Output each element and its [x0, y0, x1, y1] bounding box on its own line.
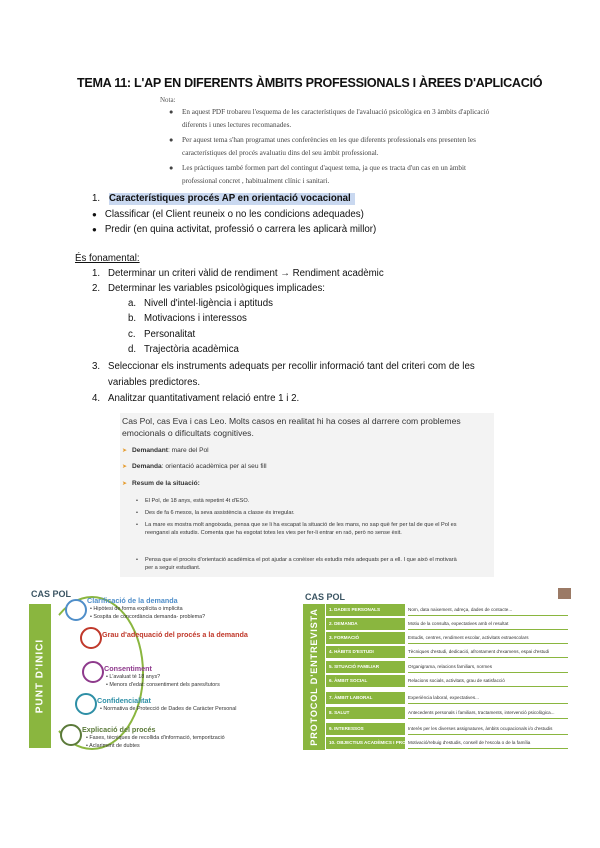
fonamental-label: És fonamental: [75, 253, 140, 264]
page-title: TEMA 11: L'AP EN DIFERENTS ÀMBITS PROFESSIONALS I ÀREES D'APLICACIÓ [77, 76, 543, 90]
block-heading: Explicació del procés [82, 725, 156, 734]
case-resum-item: • Pensa que el procés d'orientació acadèmica el pot ajudar a conèixer els estudis més adequats per a ell. I que això el motivarà per a seguir estudiant. [136, 557, 457, 571]
step-text: Seleccionar els instruments adequats per recollir informació tant del criteri com de les [108, 361, 475, 372]
block-item: • L'avaluat té 18 anys? [106, 674, 161, 680]
substep-letter: a. [128, 298, 137, 309]
case-demanda: ➤ Demanda: orientació acadèmica per al seu fill [122, 463, 267, 470]
case-intro: Cas Pol, cas Eva i cas Leo. Molts casos en realitat hi ha coses al darrere com problemes emocionals o dificultats cognitives. [122, 416, 461, 438]
substep-text: Nivell d'intel·ligència i aptituds [144, 298, 273, 309]
block-item: • Normativa de Protecció de Dades de Caràcter Personal [100, 706, 237, 712]
section-number: 1. [92, 193, 101, 204]
person-photo [558, 588, 571, 599]
block-heading: Grau d'adequació del procés a la demanda [102, 630, 248, 639]
case-resum-label: ➤ Resum de la situació: [122, 480, 200, 487]
block-heading: Consentiment [104, 664, 152, 673]
table-row: 6. ÀMBIT SOCIAL Relacions socials, activitats, grau de satisfacció [326, 675, 571, 688]
table-row: 2. DEMANDA Motiu de la consulta, expectatives amb el resultat [326, 618, 571, 631]
notes-label: Nota: [160, 96, 176, 104]
arrow-right-icon: ➤ [122, 448, 128, 454]
note-item: ● En aquest PDF trobareu l'esquema de les característiques de l'avaluació psicològica en 3 àmbits d'aplicació diferents i unes lectures recomanades. [169, 108, 490, 129]
bullet-list-item: ● Predir (en quina activitat, professió o carrera les aplicarà millor) [92, 224, 377, 235]
block-item: • Fases, tècniques de recollida d'informació, temporització [86, 735, 225, 741]
section-heading: Característiques procés AP en orientació vocacional [109, 193, 355, 205]
substep-text: Trajectòria acadèmica [144, 344, 239, 355]
step-number: 3. [92, 361, 101, 372]
step-number: 2. [92, 283, 101, 294]
table-row: 10. OBJECTIUS ACADÈMICS I PROFESSIONALS Motivació/rebuig d'estudis, consell de l'escola o de la família [326, 737, 571, 750]
case-resum-item: • La mare es mostra molt angoixada, pensa que se li ha escapat la situació de les mans, no sap què fer per tal de que el Pol es reenganxi als estudis. Comenta que ha esgotat totes les vies per fer-li entrar en raó, però no sense èxit. [136, 522, 457, 536]
substep-letter: b. [128, 313, 137, 324]
panel-title: CAS POL [305, 592, 346, 602]
block-heading: Confidencialitat [97, 696, 151, 705]
table-row: 8. SALUT Antecedents personals i familiars, tractaments, intervenció psicològica... [326, 707, 571, 720]
step-number: 1. [92, 268, 101, 279]
block-item: • Hipòtesi de forma explícita o implícita [90, 606, 183, 612]
step-text: Determinar un criteri vàlid de rendiment → Rendiment acadèmic [108, 268, 384, 279]
table-row: 3. FORMACIÓ Estudis, centres, rendiment escolar, activitats extraescolars [326, 632, 571, 645]
substep-letter: c. [128, 329, 136, 340]
case-resum-item: • Des de fa 6 mesos, la seva assistència a classe és irregular. [136, 510, 295, 516]
case-resum-item: • El Pol, de 18 anys, està repetint 4t d'ESO. [136, 498, 250, 504]
handshake-icon [82, 661, 104, 683]
step-text: variables predictores. [108, 377, 201, 388]
step-text: Analitzar quantitativament relació entre 1 i 2. [108, 393, 300, 404]
block-heading: Clarificació de la demanda [87, 596, 178, 605]
table-row: 7. ÀMBIT LABORAL Experiència laboral, expectatives... [326, 692, 571, 705]
arrow-right-icon: ➤ [122, 464, 128, 470]
substep-letter: d. [128, 344, 137, 355]
step-text: Determinar les variables psicològiques implicades: [108, 283, 325, 294]
scale-icon [80, 627, 102, 649]
note-item: ● Les pràctiques també formen part del contingut d'aquest tema, ja que es tracta d'un cas en un àmbit professional concret , habitualment clínic i sanitari. [169, 164, 467, 185]
lock-icon [75, 693, 97, 715]
block-item: • Menors d'edat: consentiment dels pares/tutors [106, 682, 220, 688]
step-number: 4. [92, 393, 101, 404]
substep-text: Motivacions i interessos [144, 313, 247, 324]
case-demandant: ➤ Demandant: mare del Pol [122, 447, 209, 454]
side-label: PUNT D'INICI [34, 638, 46, 714]
magnifier-icon [65, 599, 87, 621]
info-icon [60, 724, 82, 746]
block-item: • Aclariment de dubtes [86, 743, 140, 749]
table-row: 1. DADES PERSONALS Nom, data naixement, adreça, dades de contacte... [326, 604, 571, 617]
substep-text: Personalitat [144, 329, 196, 340]
note-item: ● Per aquest tema s'han programat unes conferències en les que diferents professionals ens presenten les característiques del procés avaluatiu dins del seu àmbit professional. [169, 136, 476, 157]
table-row: 4. HÀBITS D'ESTUDI Tècniques d'estudi, dedicació, afrontament d'examens, espai d'estudi [326, 646, 571, 659]
block-item: • Sospita de concordància demanda- problema? [90, 614, 206, 620]
arrow-right-icon: ➤ [122, 481, 128, 487]
bullet-list-item: ● Classificar (el Client reuneix o no les condicions adequades) [92, 209, 364, 220]
table-row: 9. INTERESSOS Interès per les diverses assignatures, àmbits ocupacionals i/o d'estudis [326, 723, 571, 736]
table-row: 5. SITUACIÓ FAMILIAR Organigrama, relacions familiars, normes [326, 661, 571, 674]
panel-title: CAS POL [31, 589, 72, 599]
side-label: PROTOCOL D'ENTREVISTA [309, 608, 319, 746]
